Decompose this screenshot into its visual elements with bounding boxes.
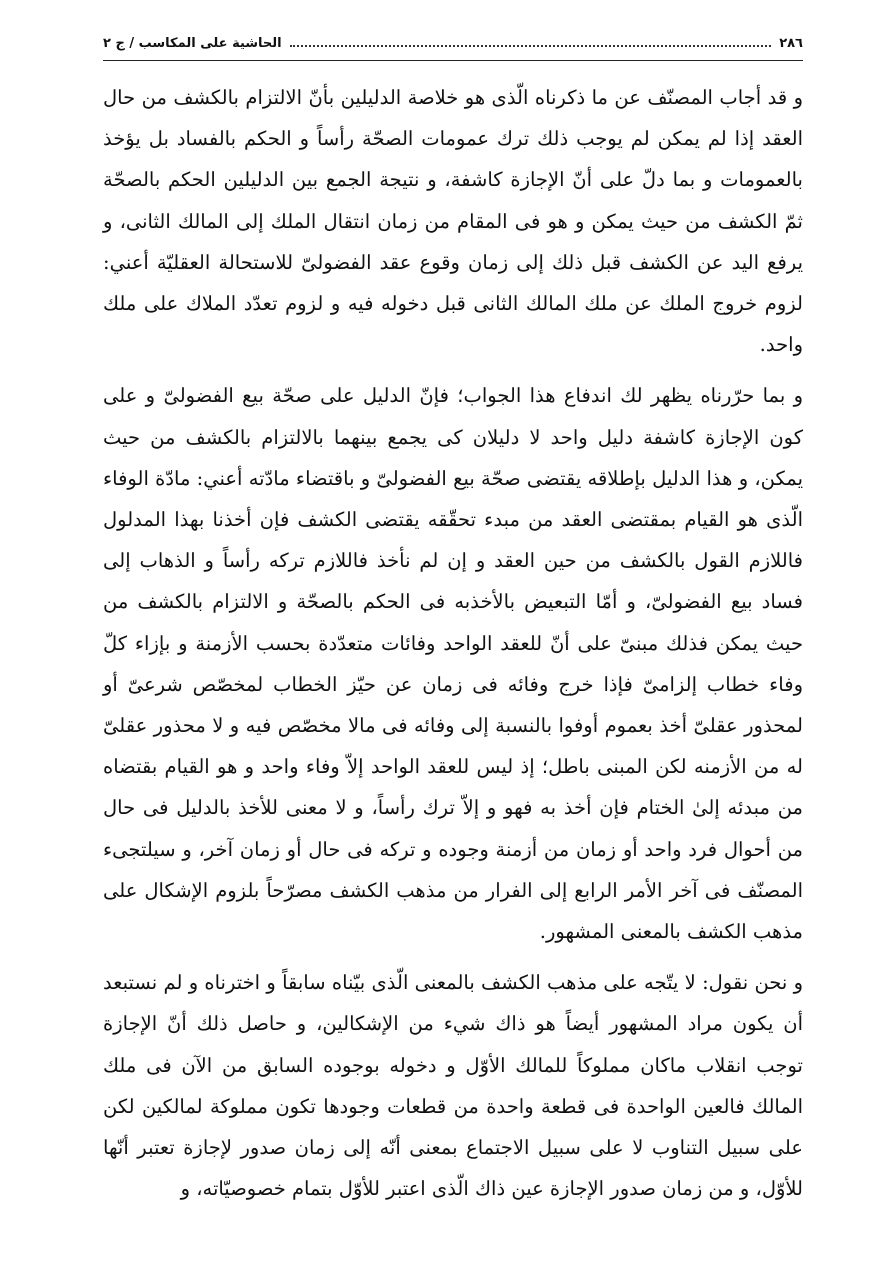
book-page <box>103 36 803 1219</box>
running-title: الحاشية على المكاسب / ج ٢ <box>103 36 282 51</box>
page-header <box>103 36 803 61</box>
paragraph-2: و بما حرّرناه يظهر لك اندفاع هذا الجواب؛ فإنّ الدليل على صحّة بيع الفضولىّ و على كون الإجازة كاشفة دليل واحد لا دليلان كى يجمع بينهما بالالتزام بالكشف من حيث يمكن، و هذا الدليل بإطلاقه يقتضى صحّة بيع الفضولىّ و باقتضاء مادّته أعني: مادّة الوفاء الّذى هو القيام بمقتضى العقد من مبدء تحقّقه يقتضى الكشف فإن أخذنا بهذا المدلول فاللازم القول بالكشف من حين العقد و إن لم نأخذ فاللازم تركه رأساً و الذهاب إلى فساد بيع الفضولىّ، و أمّا التبعيض بالأخذبه فى الحكم بالصحّة و الالتزام بالكشف من حيث يمكن فذلك مبنىّ على أنّ للعقد الواحد وفائات متعدّدة بحسب الأزمنة و بإزاء كلّ وفاء خطاب إلزامىّ فإذا خرج وفائه فى زمان عن حيّز الخطاب لمخصّص شرعىّ أو لمحذور عقلىّ أخذ بعموم أوفوا بالنسبة إلى وفائه فى مالا مخصّص فيه و لا محذور عقلىّ له من الأزمنه لكن المبنى باطل؛ إذ ليس للعقد الواحد إلاّ وفاء واحد و هو القيام بقتضاه من مبدئه إلىٰ الختام فإن أخذ به فهو و إلاّ ترك رأساً، و لا معنى للأخذ بالدليل فى حال من أحوال فرد واحد أو زمان من أزمنة وجوده و تركه فى حال أو زمان آخر، و سيلتجىء المصنّف فى آخر الأمر الرابع إلى الفرار من مذهب الكشف مصرّحاً بلزوم الإشكال على مذهب الكشف بالمعنى المشهور. <box>103 384 803 944</box>
page-number: ٢٨٦ <box>779 36 803 51</box>
header-leader-dots <box>290 37 772 47</box>
paragraph-1: و قد أجاب المصنّف عن ما ذكرناه الّذى هو خلاصة الدليلين بأنّ الالتزام بالكشف من حال العقد إذا لم يمكن لم يوجب ذلك ترك عمومات الصحّة رأساً و الحكم بالفساد بل يؤخذ بالعمومات و بما دلّ على أنّ الإجازة كاشفة، و نتيجة الجمع بين الدليلين الحكم بالصحّة ثمّ الكشف من حيث يمكن و هو فى المقام من زمان انتقال الملك إلى المالك الثانى، و يرفع اليد عن الكشف قبل ذلك إلى زمان وقوع عقد الفضولىّ للاستحالة العقليّة أعني: لزوم خروج الملك عن ملك المالك الثانى قبل دخوله فيه و لزوم تعدّد الملاك على ملك واحد. <box>103 86 803 357</box>
paragraph-3: و نحن نقول: لا يتّجه على مذهب الكشف بالمعنى الّذى بيّناه سابقاً و اخترناه و لم نستبعد أن يكون مراد المشهور أيضاً هو ذاك شيء من الإشكالين، و حاصل ذلك أنّ الإجازة توجب انقلاب ماكان مملوكاً للمالك الأوّل و دخوله بوجوده السابق من الآن فى ملك المالك فالعين الواحدة فى قطعة واحدة من قطعات وجودها تكون مملوكة لمالكين لكن على سبيل التناوب لا على سبيل الاجتماع بمعنى أنّه إلى زمان صدور لإجازة تعتبر أنّها للأوّل، و من زمان صدور الإجازة عين ذاك الّذى اعتبر للأوّل بتمام خصوصيّاته، و <box>103 971 803 1201</box>
